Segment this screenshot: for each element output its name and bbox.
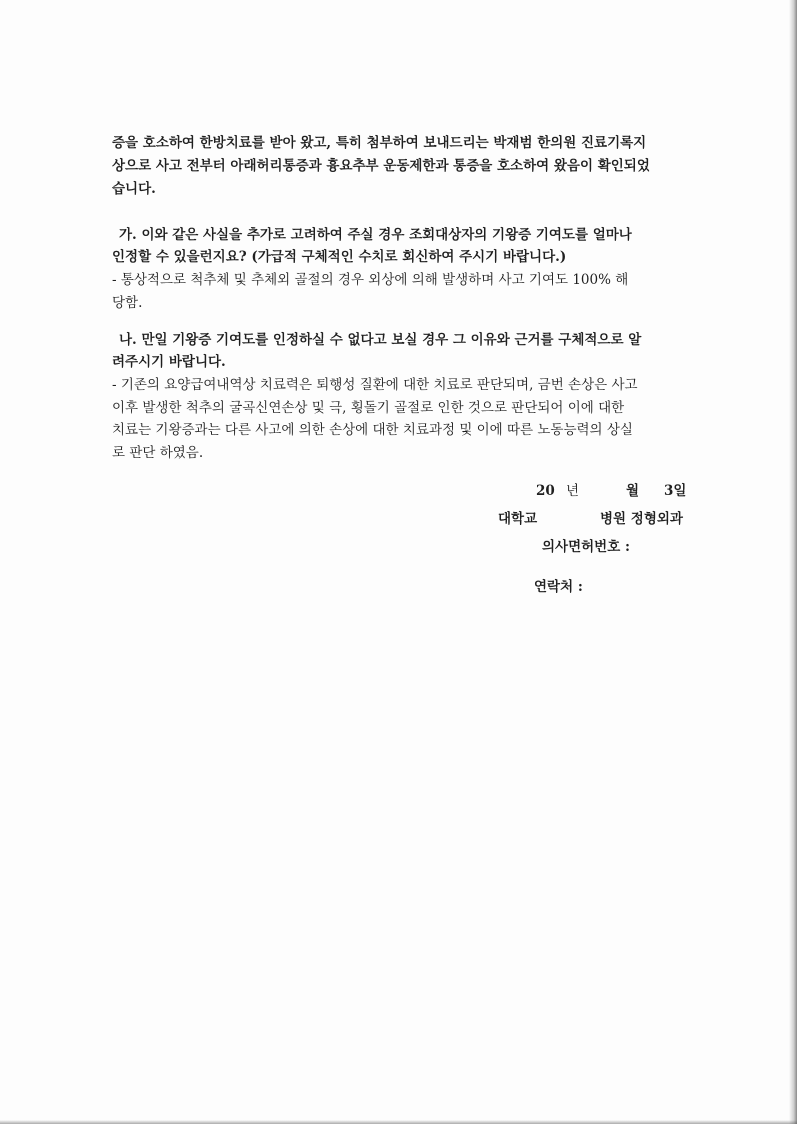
scan-edge-right xyxy=(789,0,797,1124)
intro-line-2: 상으로 사고 전부터 아래허리통증과 흉요추부 운동제한과 통증을 호소하여 왔음이 확인되었 xyxy=(112,158,650,174)
date-year-unit: 년 xyxy=(566,483,580,499)
question-na-line-2: 려주시기 바랍니다. xyxy=(112,354,226,370)
answer-na-line-3: 치료는 기왕증과는 다른 사고에 의한 손상에 대한 치료과정 및 이에 따른 노동능력의 상실 xyxy=(112,422,633,438)
date-month-unit: 월 xyxy=(626,483,640,499)
answer-na-line-2: 이후 발생한 척추의 굴곡신연손상 및 극, 횡돌기 골절로 인한 것으로 판단되어 이에 대한 xyxy=(112,400,625,416)
answer-ga-line-1: - 통상적으로 척추체 및 추체외 골절의 경우 외상에 의해 발생하며 사고 기여도 100% 해 xyxy=(112,272,629,288)
license-number-label: 의사면허번호 : xyxy=(542,539,630,555)
department-label: 병원 정형외과 xyxy=(600,511,683,527)
answer-na-line-1: - 기존의 요양급여내역상 치료력은 퇴행성 질환에 대한 치료로 판단되며, 금번 손상은 사고 xyxy=(112,377,638,393)
question-ga-line-2: 인정할 수 있을런지요? (가급적 구체적인 수치로 회신하여 주시기 바랍니다.) xyxy=(112,249,567,265)
intro-line-1: 증을 호소하여 한방치료를 받아 왔고, 특히 첨부하여 보내드리는 박재범 한의원 진료기록지 xyxy=(112,135,647,151)
answer-na-line-4: 로 판단 하였음. xyxy=(112,445,204,461)
question-ga-line-1: 가. 이와 같은 사실을 추가로 고려하여 주실 경우 조회대상자의 기왕증 기여도를 얼마나 xyxy=(119,227,632,243)
intro-line-3: 습니다. xyxy=(112,181,156,197)
answer-ga-line-2: 당함. xyxy=(112,295,143,311)
contact-label: 연락처 : xyxy=(534,579,583,595)
university-label: 대학교 xyxy=(498,511,538,527)
scan-edge-bottom xyxy=(0,1120,797,1124)
date-day: 3일 xyxy=(664,483,687,499)
date-year: 20 xyxy=(536,483,555,499)
question-na-line-1: 나. 만일 기왕증 기여도를 인정하실 수 없다고 보실 경우 그 이유와 근거를 구체적으로 알 xyxy=(119,332,642,348)
